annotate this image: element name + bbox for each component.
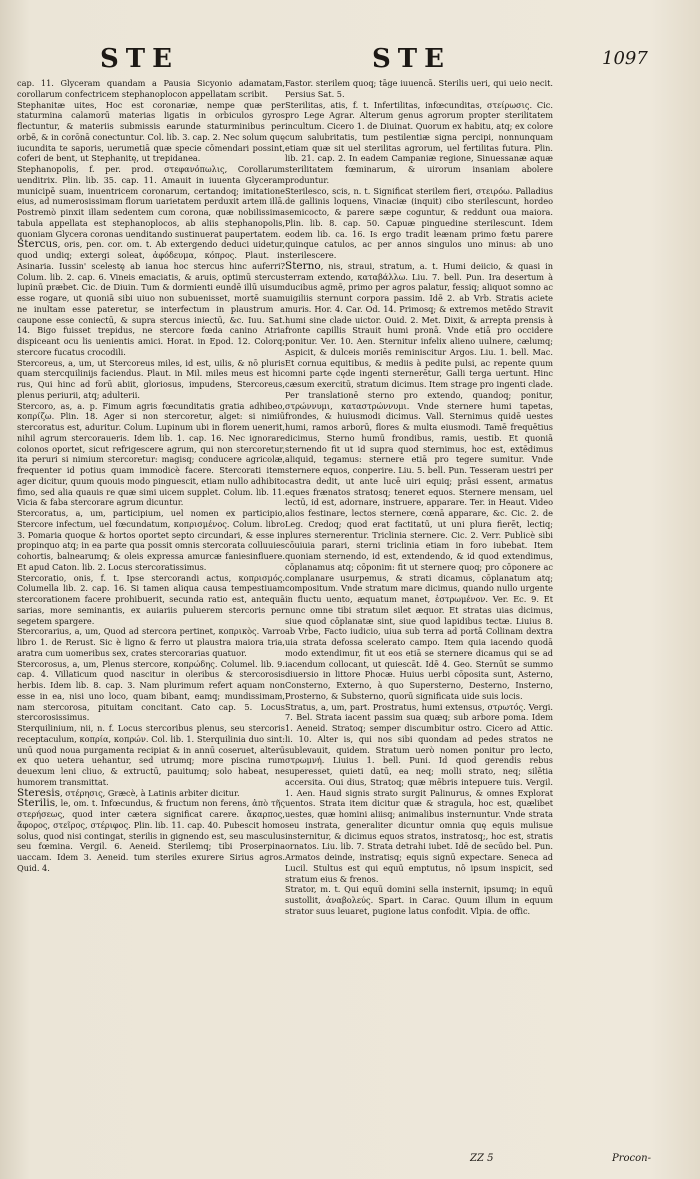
dictionary-entry bbox=[17, 401, 285, 509]
dictionary-entry bbox=[17, 100, 285, 165]
dictionary-entry bbox=[17, 239, 285, 357]
catchword: Procon- bbox=[612, 1153, 651, 1164]
signature-mark: ZZ 5 bbox=[470, 1153, 494, 1164]
dictionary-entry bbox=[17, 358, 285, 401]
left-headword: STE bbox=[100, 44, 179, 74]
entry-text: Stercoratio, onis, f. t. Ipse stercorandi actus, κοπρισμός. Columella lib. 2. cap. 16. Si tamen aliqua causa tempestiuam stercorationem facere prohibuerit, secunda ratio est, antequā sarias, more seminantis, ex auiariis puluerem stercoris per segetem spargere. bbox=[17, 572, 285, 626]
dictionary-entry bbox=[17, 798, 285, 873]
dictionary-entry bbox=[17, 788, 285, 799]
dictionary-entry bbox=[285, 702, 553, 885]
right-headword: STE bbox=[372, 44, 451, 74]
entry-text: Stercoratus, a, um, participium, uel nomen ex participio, Stercore infectum, uel fœcundatum, κοπρισμένος. Colum. libro 3. Pomaria quoque & hortos oportet septo circundari, & esse in propinquo atq; in ea parte qua possit omnis stercorata colluuies cohortis, balnearumq; & oleis expressa amurcæ faniesinfluere. Et apud Caton. lib. 2. Locus stercoratissimus. bbox=[17, 508, 285, 572]
entry-text: Stercoro, as, a. p. Fimum agris fœcunditatis gratia adhibeo, κοπρίζω. Plin. 18. Ager si non stercoretur, alget: si nimiū stercoratus est, aduritur. Colum. Lupinum ubi in florem uenerit, nihil agrum stercoraueris. Idem lib. 1. cap. 16. Nec ignorare colonos oportet, sicut refrigescere agrum, qui non stercoretur, ita peruri si nimium stercoretur: magisq; conducere agricolæ, frequenter id potius quam immodicè facere. Stercorati item ager dicitur, quum quouis modo pinguescit, etiam nullo adhibito fimo, sed alia quauis re quæ simi uicem supplet. Colum. lib. 11. Vicia & faba stercorare agrum dicuntur. bbox=[17, 400, 285, 508]
entry-text: Sterilesco, scis, n. t. Significat sterilem fieri, στειρόω. Palladius de gallinis loquens, Vinaciæ (inquit) cibo sterilescunt, hordeo semicocto, & parere sæpe coguntur, & reddunt oua maiora. Plin. lib. 8. cap. 50. Capuæ pinguedine sterilescunt. Idem eodem lib. ca. 16. Is ergo tradit leænam primo fœtu parere quinque catulos, ac per annos singulos uno minus: ab uno sterilescere. bbox=[285, 185, 553, 260]
entry-text: Stercorarius, a, um, Quod ad stercora pertinet, κοπρικὸς. Varro libro 1. de Rerust. Sic è ligno & ferro ut plaustra maiora tria, aratra cum uomeribus sex, crates stercorarias quatuor. bbox=[17, 626, 285, 658]
entry-text: Stercorosus, a, um, Plenus stercore, κοπρώδης. Columel. lib. 9. cap. 4. Villaticum quod nascitur in oleribus & stercorosis herbis. Idem lib. 8. cap. 3. Nam plurimum refert aquam non esse in ea, nisi uno loco, quam bibant, eamq; mundissimam, nam stercorosa, pituitam concitant. Cato cap. 5. Locus stercorosissimus. bbox=[17, 658, 285, 723]
left-text-column bbox=[17, 78, 285, 874]
entry-text: Fastor. sterilem quoq; tāge iuuencā. Sterilis ueri, qui ueio necit. Persius Sat. 5. bbox=[285, 78, 553, 99]
entry-text: Stratus, a, um, part. Prostratus, humi extensus, στρωτός. Vergi. 7. Bel. Strata iacent passim sua quæq; sub arbore poma. Idem 1. Aeneid. Stratoq; semper discumbitur ostro. Cicero ad Attic. li. 10. Alter is, qui nos sibi quondam ad pedes stratos ne sublevauit, quidem. Stratum uerò nomen ponitur pro lecto, στρωμνή. Liuius 1. bell. Puni. Id quod gerendis rebus superesset, quieti datū, ea neq; molli strato, neq; silētia accersita. Oui dius, Stratoq; quæ mēbris intepuere tuis. Vergil. 1. Aen. Haud signis strato surgit Palinurus, & omnes Explorat uentos. Strata item dicitur quæ & stragula, hoc est, quælibet uestes, quæ homini aliisq; animalibus insternuntur. Vnde strata seu instrata, generaliter dicuntur omnia quę equis mulisue insternitur, & dicimus equos stratos, instratosq;, hoc est, stratis ornatos. Liu. lib. 7. Strata detrahi iubet. Idē de secūdo bel. Pun. Armatos deinde, instratisq; equis signū expectare. Seneca ad Lucil. Stultus est qui equū emptutus, nō ipsum inspicit, sed stratum eius & frenos. bbox=[285, 701, 553, 884]
entry-lemma: Sterilis bbox=[17, 797, 56, 810]
dictionary-entry bbox=[285, 78, 553, 100]
dictionary-entry bbox=[285, 100, 553, 186]
entry-text: Strator, m. t. Qui equū domini sella insternit, ipsumq; in equū sustollit, ἀναβολεύς. Spart. in Carac. Quum illum in equum strator suus leuaret, pugione latus confodit. Vlpia. de offic. bbox=[285, 884, 553, 916]
entry-text: , oris, pen. cor. om. t. Ab extergendo deduci uidetur, quod undiq; extergi soleat, ἀφόδευμα, κόπρος. Plaut. in Asinaria. Iussin' scelestę ab ianua hoc stercus hinc auferri? Colum. lib. 2. cap. 6. Vineis emaciatis, & aruis, optimū stercus lupinū præbet. Cic. de Diuin. Tum & dormienti eundē illū uisum esse rogare, ut quoniā sibi uiuo non subuenisset, mortē suam ne inultam esse pateretur, se interfectum in plaustrum a caupone esse coniectū, & supra stercus iniectū, &c. Iuu. Sat. 14. Bigo fuisset trepidus, ne stercore fœda canino Atria dispiceant ocu lis uenientis amici. Horat. in Epod. 12. Colorq; stercore fucatus crocodili. bbox=[17, 239, 285, 357]
right-text-column bbox=[285, 78, 553, 917]
dictionary-entry bbox=[17, 508, 285, 573]
dictionary-entry bbox=[285, 261, 553, 702]
entry-text: Stephanopolis, f. per. prod. στεφανόπωλις, Corollarum uenditrix. Plin. lib. 35. cap. 11. Amauit in iuuenta Glyceram municipē suam, inuentricem coronarum, certandoq; imitatione eius, ad numerosissimam florum uarietatem perduxit artem illā. Postremò pinxit illam sedentem cum corona, quæ nobilissima tabula appellata est stephanoplocos, ab aliis stephanopolis, quoniam Glycera coronas uenditando sustinuerat paupertatem. bbox=[17, 164, 285, 239]
dictionary-entry bbox=[285, 884, 553, 916]
dictionary-entry bbox=[285, 186, 553, 261]
page-footer bbox=[0, 1153, 700, 1169]
entry-lemma: Stercus bbox=[17, 238, 58, 251]
entry-text: Stercoreus, a, um, ut Stercoreus miles, id est, uilis, & nō pluris quam stercquilinijs faciendus. Plaut. in Mil. miles meus est hic rus, Qui hinc ad forū abiit, gloriosus, impudens, Stercoreus, plenus periurii, atq; adulterii. bbox=[17, 357, 285, 400]
entry-text: , nis, straui, stratum, a. t. Humi deiicio, & quasi in terram extendo, καταβάλλω. Liu. 7. bell. Pun. Ira desertum à ducibus agmē, primo per agros palatur, fessiq; aliquot somno ac uigiliis sternunt corpora passim. Idē 2. ab Vrb. Stratis aciete muris. Hor. 4. Car. Od. 14. Primosq; & extremos metēdo Stravit humi sine clade uictor. Ouid. 2. Met. Dixit, & arrepta prensis à fronte capillis Strauit humi pronā. Vnde etiā pro occidere ponitur. Ver. 10. Aen. Sternitur infelix alieno uulnere, cælumq; Aspicit, & dulceis moriēs reminiscitur Argos. Liu. 1. bell. Mac. Et cornua equitibus, & mediis à pedite pulsi, ac repente quum omni parte cęde ingenti sternerētur, Galli terga uertunt. Hinc cæsum exercitū, stratum dicimus. Item strage pro ingenti clade. Per translationē sterno pro extendo, quandoq; ponitur, στρώννυμι, καταστρώννυμι. Vnde sternere humi tapetas, frondes, & huiusmodi dicimus. Vall. Sternimus quidē uestes humi, ramos arborū, flores & multa eiusmodi. Tamē frequētius dicimus, Sterno humū frondibus, ramis, uestib. Et quoniā sternendo fit ut id supra quod sternimus, hoc est, extēdimus aliquid, tegamus: sternere etiā pro tegere sumitur. Vnde sternere equos, conperire. Liu. 5. bell. Pun. Tesseram uestri per castra dedit, ut ante lucē uiri equiq; prāsi essent, armatus eques frænatos stratosq; teneret equos. Sternere mensam, uel lectū, id est, adornare, instruere, apparare. Ter. in Heaut. Video alios festinare, lectos sternere, cœnā apparare, &c. Cic. 2. de Leg. Credoq; quod erat factitatū, ut uni plura fierēt, lectiq; plures sternerentur. Triclinia sternere. Cic. 2. Verr. Publicè sibi cōuiuia parari, sterni triclinia etiam in foro iubebat. Item quoniam sternendo, id est, extendendo, & id quod extendimus, cōplanamus atq; cōponim: fit ut sternere quoq; pro cōponere ac complanare usurpemus, & strati dicamus, cōplanatum atq; compositum. Vnde stratum mare dicimus, quando nullo urgente in fluctu uento, æquatum manet, ἐστρωμένον. Ver. Ec. 9. Et nunc omne tibi stratum silet æquor. Et stratas uias dicimus, siue quod cōplanatæ sint, siue quod lapidibus tectæ. Liuius 8. ab Vrbe, Facto iudicio, uiua sub terra ad portā Collinam dextra uia strata defossa scelerato campo. Item quia iacendo quodā modo extendimur, fit ut eos etiā se sternere dicamus qui se ad iacendum collocant, ut quiescāt. Idē 4. Geo. Sternūt se summo diuersio in littore Phocæ. Huius uerbi cōposita sunt, Asterno, Consterno, Externo, à quo Supersterno, Desterno, Insterno, Prosterno, & Substerno, quorū significata uide suis locis. bbox=[285, 260, 553, 701]
dictionary-entry bbox=[17, 659, 285, 724]
entry-lemma: Steresis bbox=[17, 786, 60, 799]
running-header bbox=[0, 44, 700, 76]
entry-lemma: Sterno bbox=[285, 259, 321, 272]
entry-text: , le, om. t. Infœcundus, & fructum non ferens, ἀπὸ τῆς στερήσεως, quod inter cætera significat carere. ἄκαρπος, ἄφορος, στεῖρος, στέριφος. Plin. lib. 11. cap. 40. Pubescit homo solus, quod nisi contingat, sterilis in gignendo est, seu masculus seu fœmina. Vergil. 6. Aeneid. Sterilemq; tibi Proserpina uaccam. Idem 3. Aeneid. tum steriles exurere Sirius agros. Quid. 4. bbox=[17, 798, 285, 873]
entry-text: Sterquilinium, nii, n. f. Locus stercoribus plenus, seu stercoris receptaculum, κοπρία, κοπρών. Col. lib. 1. Sterquilinia duo sint: unū quod noua purgamenta recipiat & in annū coseruet, alterū ex quo uetera uehantur, sed utrumq; more piscina rum deuexum leni cliuo, & extructū, pauitumq; solo habeat, ne humorem transmittat. bbox=[17, 723, 285, 787]
page-number: 1097 bbox=[602, 48, 648, 69]
dictionary-entry bbox=[17, 573, 285, 627]
dictionary-entry bbox=[17, 626, 285, 658]
dictionary-entry bbox=[17, 723, 285, 788]
entry-text: Sterilitas, atis, f. t. Infertilitas, infœcunditas, στείρωσις. Cic. pro Lege Agrar. Alterum genus agrorum propter sterilitatem incultum. Cicero 1. de Diuinat. Quorum ex habitu, atq; ex colore cum salubritatis, tum pestilentiæ signa percipi, nonnunquam etiam quæ sit uel sterilitas agrorum, uel fertilitas futura. Plin. lib. 21. cap. 2. In eadem Campaniæ regione, Sinuessanæ aquæ sterilitatem fœminarum, & uirorum insaniam abolere produntur. bbox=[285, 99, 553, 185]
entry-text: , στέρησις, Græcè, à Latinis arbiter dicitur. bbox=[60, 787, 240, 798]
dictionary-entry bbox=[17, 164, 285, 239]
entry-text: cap. 11. Glyceram quandam a Pausia Sicyonio adamatam, corollarum confectricem stephanoplocon appellatam scribit. bbox=[17, 78, 285, 99]
entry-text: Stephanitæ uites, Hoc est coronariæ, nempe quæ per staturmina calamorū materias ligatis in orbiculos gyros flectuntur, & materiis submissis earunde staturminibus per orbē, & in corōnā conectuntur. Col. lib. 3. cap. 2. Nec solum quę iucundita te saporis, uerumetiā quæ specie cōmendari possint, coferi de bent, ut Stephanitę, ut trepidanea. bbox=[17, 99, 285, 164]
dictionary-entry bbox=[17, 78, 285, 100]
